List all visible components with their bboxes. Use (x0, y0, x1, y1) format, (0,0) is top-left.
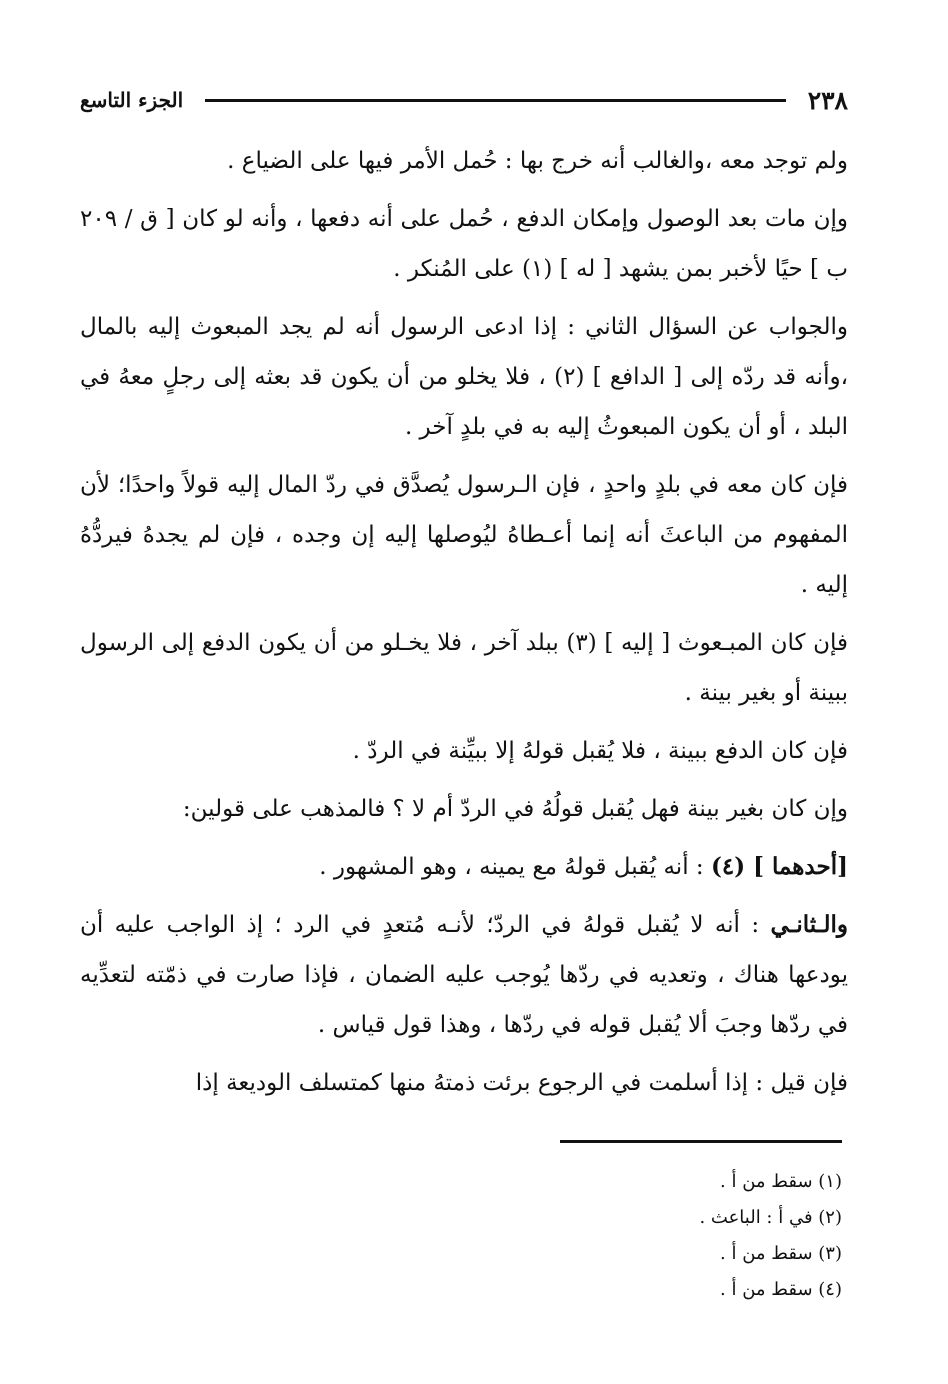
footnote-1: (١) سقط من أ . (720, 1171, 842, 1192)
footnotes (342, 1164, 842, 1308)
paragraph: فإن كان معه في بلدٍ واحدٍ ، فإن الـرسول يُصدَّق في ردّ المال إليه قولاً واحدًا؛ لأن المفهوم من الباعثَ أنه إنما أعـطاهُ ليُوصلها إليه إن وجده ، فإن لم يجدهُ فيردُّهُ إليه . (80, 472, 848, 598)
paragraph: وإن مات بعد الوصول وإمكان الدفع ، حُمل على أنه دفعها ، وأنه لو كان [ ق / ٢٠٩ ب ] حيًا لأخبر بمن يشهد [ له ] (١) على المُنكر . (80, 206, 848, 282)
footnote-3: (٣) سقط من أ . (720, 1243, 842, 1264)
first-opinion-heading: [أحدهما ] (٤) (710, 853, 848, 880)
second-opinion-heading: والـثانـي (770, 911, 848, 938)
page-number: ٢٣٨ (807, 85, 848, 115)
paragraph: وإن كان بغير بينة فهل يُقبل قولُهُ في الردّ أم لا ؟ فالمذهب على قولين: (182, 796, 848, 822)
footnote-separator (560, 1140, 842, 1143)
paragraph-second-opinion: والـثانـي : أنه لا يُقبل قولهُ في الردّ؛ لأنـه مُتعدٍ في الرد ؛ إذ الواجب عليه أن يودعها هناك ، وتعديه في ردّها يُوجب عليه الضمان ، فإذا صارت في ذمّته لتعدِّيه في ردّها وجبَ ألا يُقبل قوله في ردّها ، وهذا قول قياس . (80, 911, 848, 1038)
footnote-2: (٢) في أ : الباعث . (699, 1207, 842, 1228)
footnote-4: (٤) سقط من أ . (720, 1279, 842, 1300)
running-title: الجزء التاسع (80, 88, 184, 112)
paragraph: فإن قيل : إذا أسلمت في الرجوع برئت ذمتهُ منها كمتسلف الوديعة إذا (195, 1070, 848, 1096)
paragraph: فإن كان الدفع ببينة ، فلا يُقبل قولهُ إلا ببيِّنة في الردّ . (352, 738, 848, 764)
paragraph: فإن كان المبـعوث [ إليه ] (٣) ببلد آخر ، فلا يخـلو من أن يكون الدفع إلى الرسول ببينة أو بغير بينة . (80, 630, 848, 706)
paragraph: ولم توجد معه ،والغالب أنه خرج بها : حُمل الأمر فيها على الضياع . (227, 148, 848, 174)
paragraph-first-opinion: [أحدهما ] (٤) : أنه يُقبل قولهُ مع يمينه ، وهو المشهور . (319, 853, 848, 880)
paragraph: والجواب عن السؤال الثاني : إذا ادعى الرسول أنه لم يجد المبعوث إليه بالمال ،وأنه قد ردّه إلى [ الدافع ] (٢) ، فلا يخلو من أن يكون قد بعثه إلى رجلٍ معهُ في البلد ، أو أن يكون المبعوثُ إليه به في بلدٍ آخر . (80, 314, 848, 440)
body-text (80, 136, 848, 1116)
header-rule (205, 99, 786, 102)
page-header (80, 84, 848, 116)
